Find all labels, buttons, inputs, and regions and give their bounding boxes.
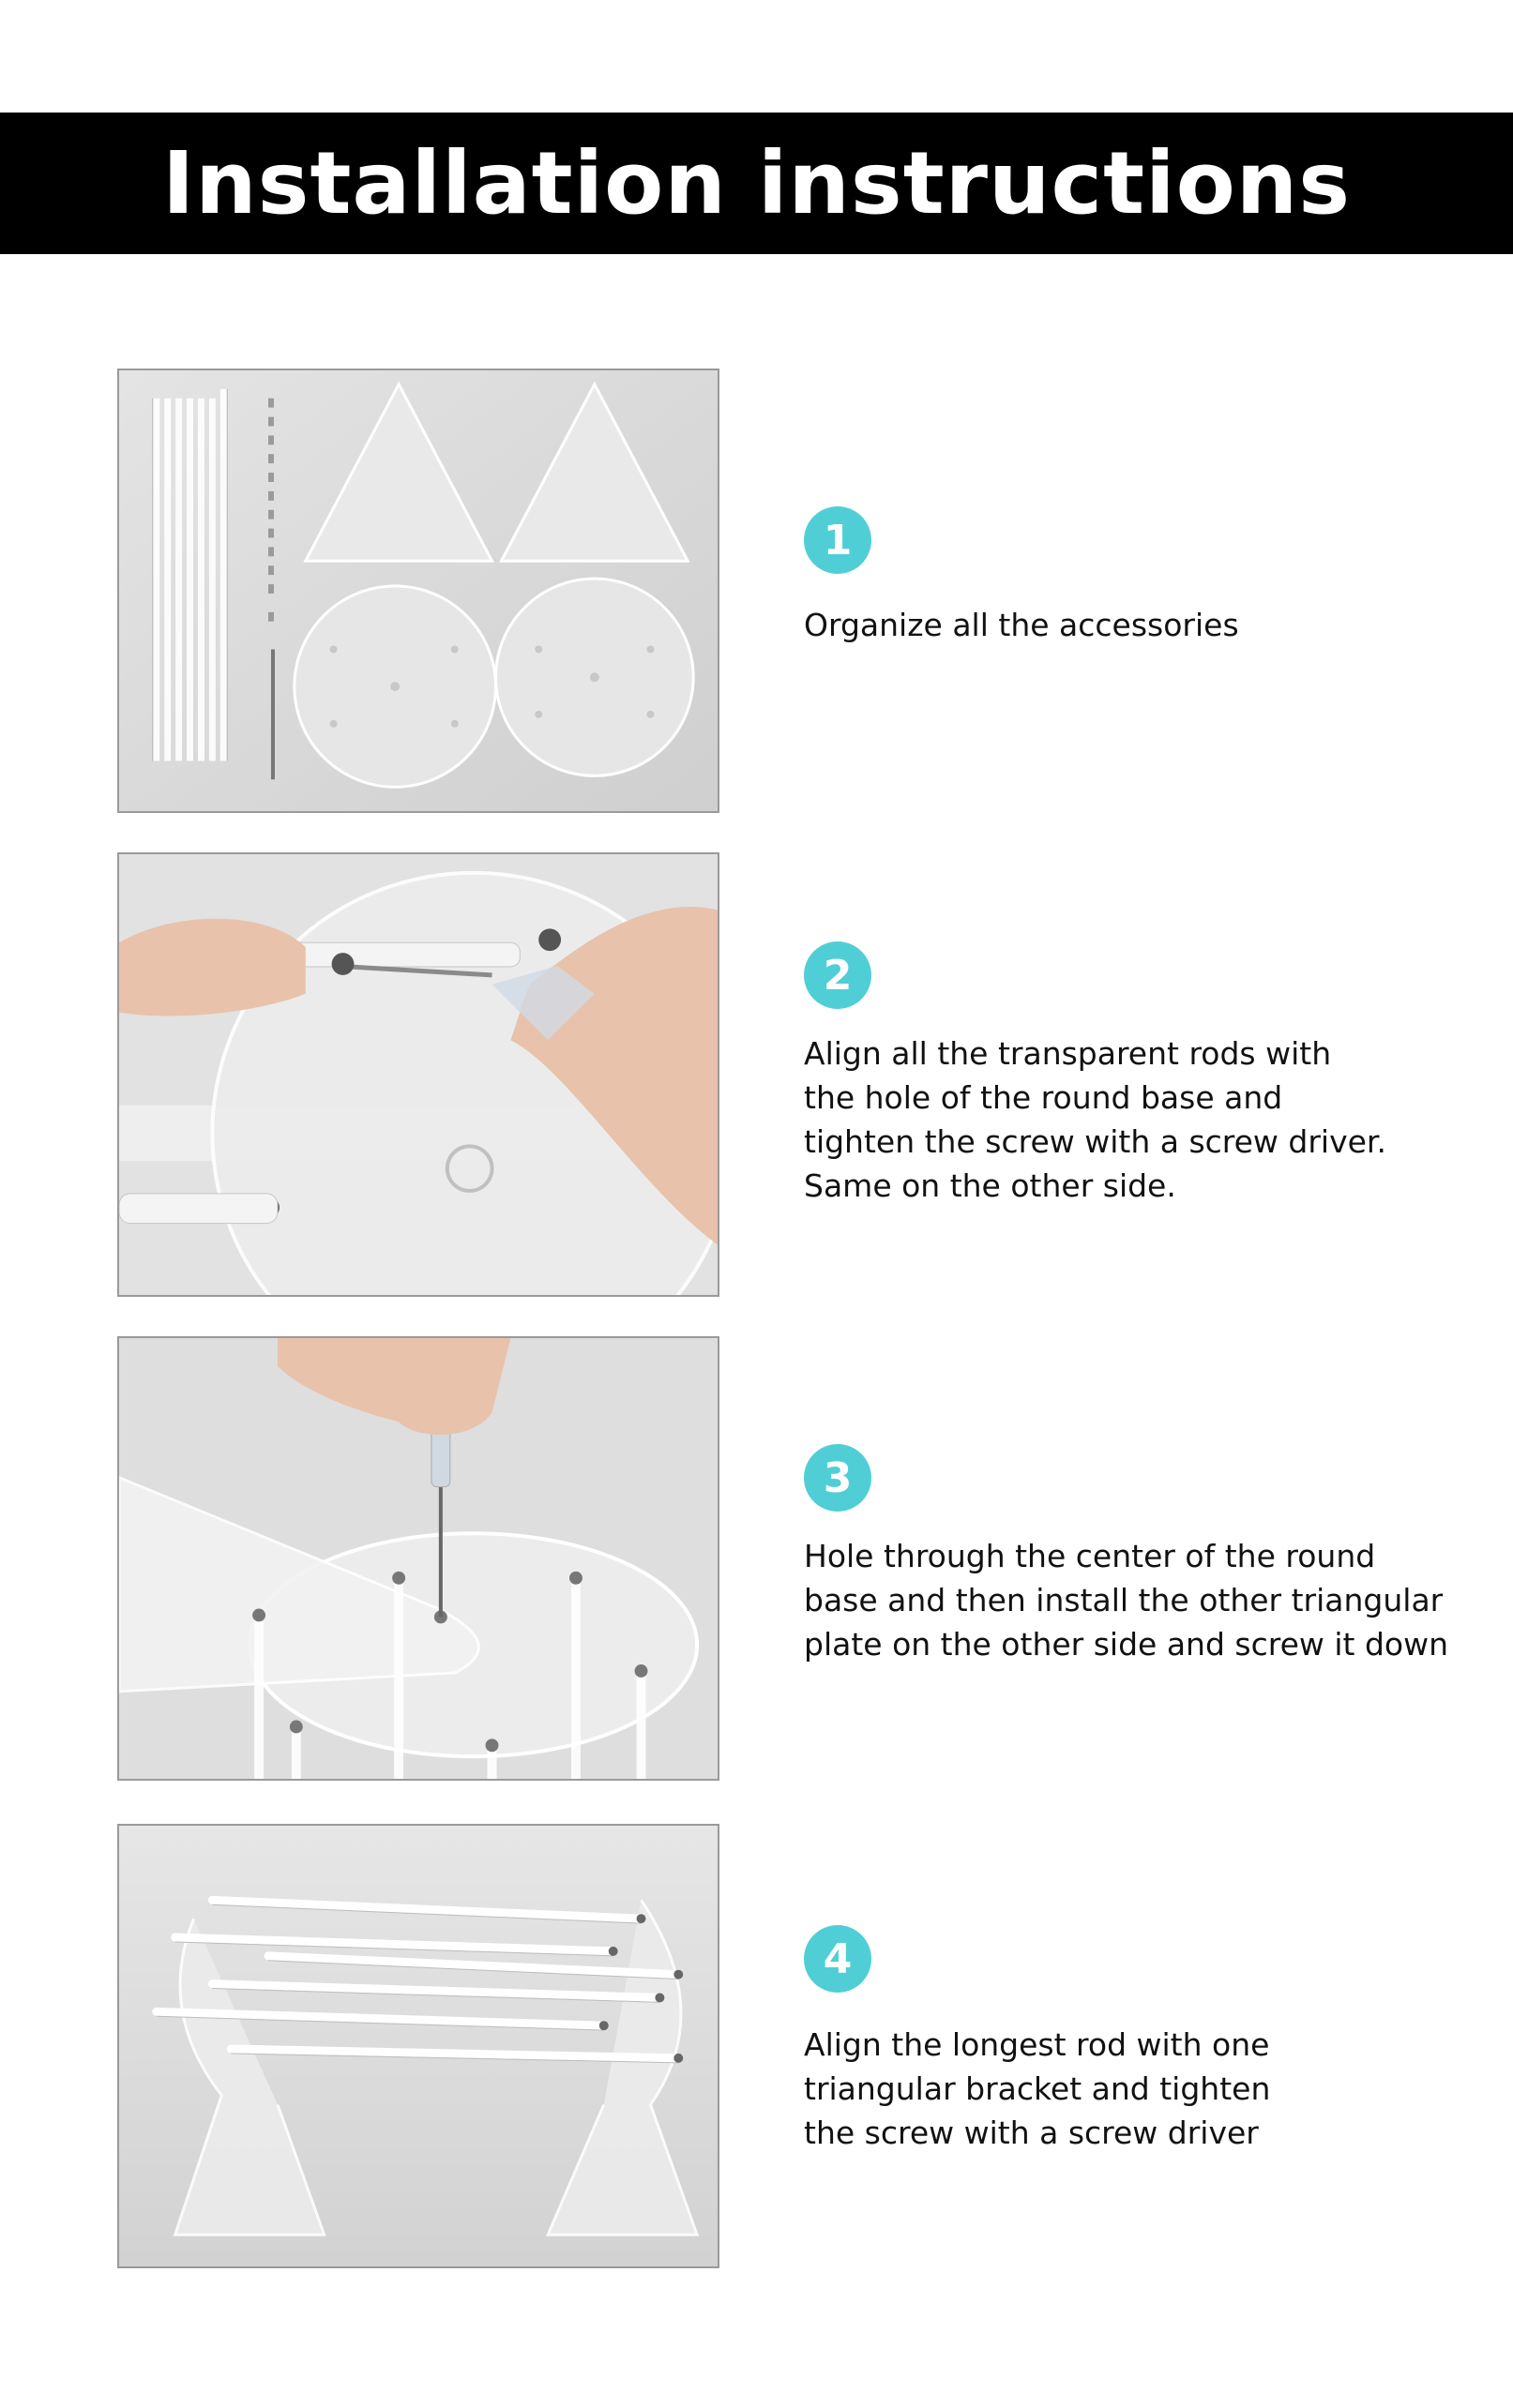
step-4-line: Align the longest rod with one <box>804 2026 1270 2063</box>
page-title: Installation instructions <box>161 133 1352 233</box>
step-1-line: Organize all the accessories <box>804 607 1239 643</box>
step-4-badge: 4 <box>804 1925 871 1993</box>
triangle-plate-photo <box>117 1336 719 1781</box>
step-4-line: the screw with a screw driver <box>804 2115 1259 2151</box>
step-1-text <box>804 603 1460 647</box>
accessories-photo <box>117 369 719 813</box>
step-3-line: plate on the other side and screw it down <box>804 1626 1448 1663</box>
step-1-badge: 1 <box>804 506 871 574</box>
finished-stand-photo <box>117 1824 719 2268</box>
rod-assembly-photo <box>117 852 719 1297</box>
step-3-text <box>804 1534 1460 1666</box>
step-2-text <box>804 1031 1460 1208</box>
step-2-line: tighten the screw with a screw driver. <box>804 1123 1386 1160</box>
step-2-badge: 2 <box>804 941 871 1009</box>
step-2-line: Same on the other side. <box>804 1167 1176 1204</box>
step-4-text <box>804 2023 1460 2155</box>
step-4-line: triangular bracket and tighten <box>804 2070 1271 2107</box>
step-2-line: the hole of the round base and <box>804 1079 1283 1116</box>
step-3-line: base and then install the other triangular <box>804 1582 1444 1618</box>
title-banner <box>0 113 1513 254</box>
step-3-line: Hole through the center of the round <box>804 1538 1376 1574</box>
step-3-badge: 3 <box>804 1444 871 1512</box>
step-2-line: Align all the transparent rods with <box>804 1035 1332 1072</box>
